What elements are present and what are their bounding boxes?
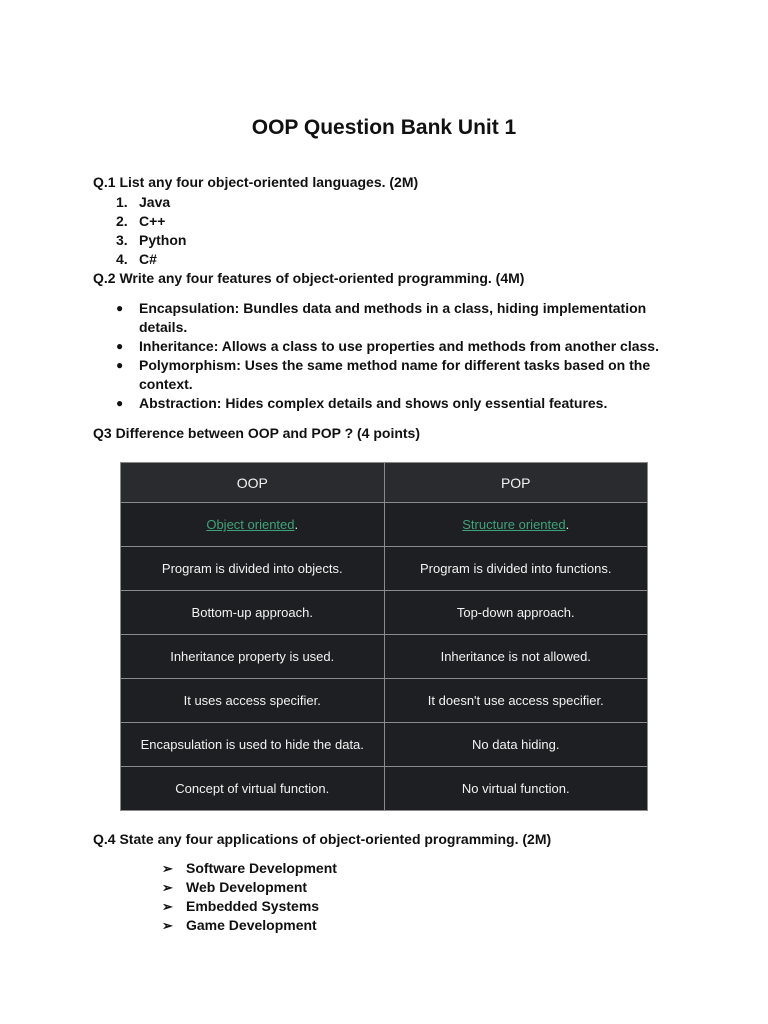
table-cell: No data hiding.: [384, 723, 648, 767]
table-row: [121, 679, 648, 723]
features-list: [116, 299, 676, 413]
list-item: ➢ Software Development: [162, 860, 337, 876]
list-item: ➢ Web Development: [162, 879, 308, 895]
list-item: ● Inheritance: Allows a class to use properties and methods from another class.: [116, 338, 659, 354]
list-item: 4. C#: [116, 251, 157, 267]
object-oriented-link[interactable]: Object oriented: [206, 517, 295, 532]
structure-oriented-link[interactable]: Structure oriented: [462, 517, 566, 532]
table-cell: No virtual function.: [384, 767, 648, 811]
list-item: 1. Java: [116, 194, 171, 210]
list-item: ● Encapsulation: Bundles data and methods in a class, hiding implementation details.: [116, 300, 647, 335]
table-cell: Encapsulation is used to hide the data.: [121, 723, 385, 767]
comparison-table: [120, 462, 648, 811]
list-item: ● Abstraction: Hides complex details and shows only essential features.: [116, 395, 608, 411]
table-cell: Object oriented.: [121, 503, 385, 547]
question-4: Q.4 State any four applications of object-oriented programming. (2M): [93, 831, 552, 847]
table-cell: Structure oriented.: [384, 503, 648, 547]
bullet-icon: ●: [116, 358, 124, 372]
table-row: [121, 635, 648, 679]
table-row: [121, 767, 648, 811]
table-cell: Program is divided into functions.: [384, 547, 648, 591]
bullet-icon: ●: [116, 301, 124, 315]
list-item: 2. C++: [116, 213, 166, 229]
question-2: Q.2 Write any four features of object-oriented programming. (4M): [93, 270, 525, 286]
header-oop: OOP: [121, 463, 385, 503]
page-title: OOP Question Bank Unit 1: [251, 116, 517, 139]
arrow-bullet-icon: ➢: [162, 880, 173, 895]
table-cell: Program is divided into objects.: [121, 547, 385, 591]
arrow-bullet-icon: ➢: [162, 861, 173, 876]
arrow-bullet-icon: ➢: [162, 918, 173, 933]
table-row: [121, 503, 648, 547]
arrow-bullet-icon: ➢: [162, 899, 173, 914]
table-row: [121, 723, 648, 767]
table-cell: Inheritance is not allowed.: [384, 635, 648, 679]
table-cell: Top-down approach.: [384, 591, 648, 635]
list-item: ➢ Game Development: [162, 917, 317, 933]
table-row: [121, 591, 648, 635]
table-cell: It doesn't use access specifier.: [384, 679, 648, 723]
table-row: [121, 547, 648, 591]
table-cell: Inheritance property is used.: [121, 635, 385, 679]
list-item: 3. Python: [116, 232, 187, 248]
list-item: ● Polymorphism: Uses the same method name for different tasks based on the context.: [116, 357, 651, 392]
header-pop: POP: [384, 463, 648, 503]
bullet-icon: ●: [116, 339, 124, 353]
applications-list: [162, 859, 337, 935]
bullet-icon: ●: [116, 396, 124, 410]
table-cell: Concept of virtual function.: [121, 767, 385, 811]
languages-list: [116, 193, 186, 269]
table-header-row: [121, 463, 648, 503]
question-1: Q.1 List any four object-oriented languages. (2M): [93, 174, 419, 190]
table-cell: Bottom-up approach.: [121, 591, 385, 635]
list-item: ➢ Embedded Systems: [162, 898, 320, 914]
table-cell: It uses access specifier.: [121, 679, 385, 723]
question-3: Q3 Difference between OOP and POP ? (4 points): [93, 425, 420, 441]
